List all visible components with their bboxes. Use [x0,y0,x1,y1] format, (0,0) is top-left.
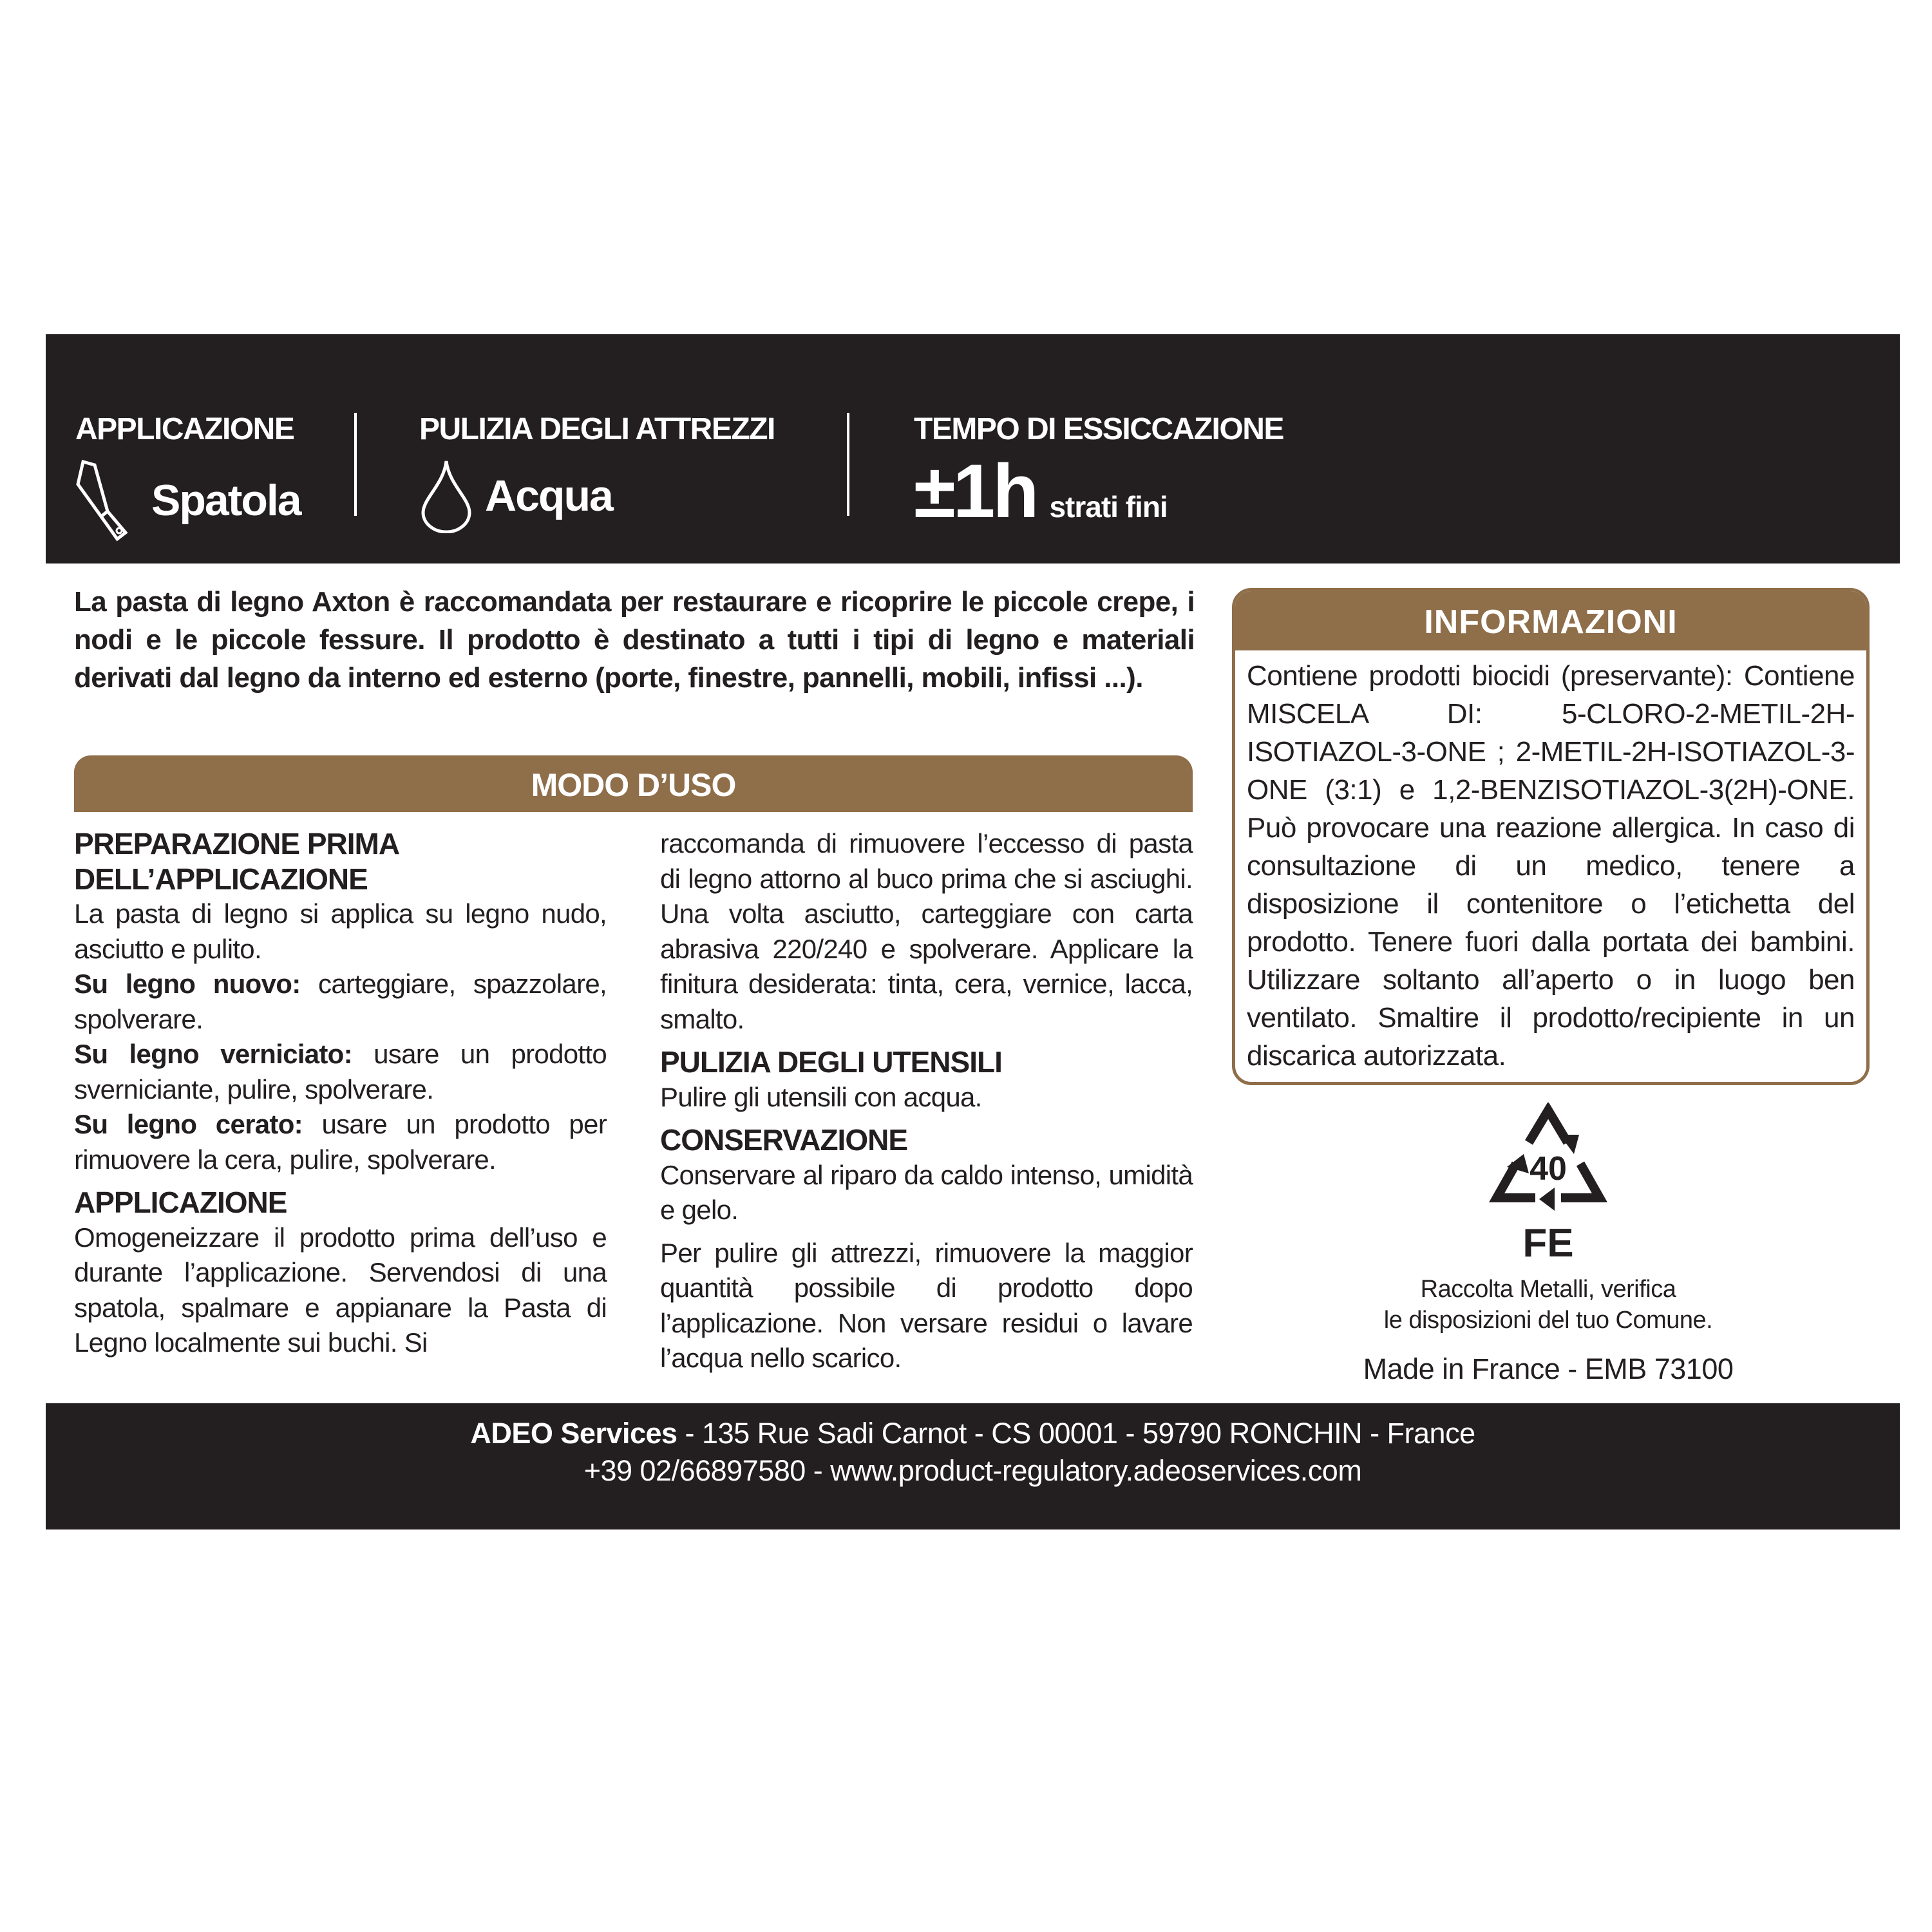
new-wood-text: carteggiare, spazzolare, spolverare. [74,969,607,1034]
divider [354,413,357,516]
application-heading: APPLICAZIONE [74,1186,287,1219]
cleaning-value: Acqua [485,471,612,520]
application-value: Spatola [151,476,301,525]
usage-title: MODO D’USO [74,755,1193,812]
company-contact: +39 02/66897580 - www.product-regulatory.adeoservices.com [583,1454,1362,1487]
usage-column-left [74,826,607,1368]
product-description: La pasta di legno Axton è raccomandata per restaurare e ricoprire le piccole crepe, i nodi e le piccole fessure. Il prodotto è destinato a tutti i tipi di legno e materiali derivati dal legno da interno ed esterno (porte, finestre, pannelli, mobili, infissi ...). [74,586,1195,694]
recycling-code: 40 [1530,1150,1567,1188]
varnished-label: Su legno verniciato: [74,1039,352,1069]
prep-text: La pasta di legno si applica su legno nudo, asciutto e pulito. [74,898,607,964]
application-block [75,412,301,542]
waxed-label: Su legno cerato: [74,1109,303,1139]
spatula-icon [75,459,140,542]
top-info-band [46,334,1900,564]
footer-band [46,1403,1900,1530]
recycling-icon [1484,1103,1613,1218]
divider [847,413,849,516]
company-address: - 135 Rue Sadi Carnot - CS 00001 - 59790 RONCHIN - France [677,1417,1475,1450]
info-text: Contiene prodotti biocidi (preservante): Contiene MISCELA DI: 5-CLORO-2-METIL-2H-ISOTIAZOL-3-ONE ; 2-METIL-2H-ISOTIAZOL-3-ONE (3:1) e 1,2-BENZISOTIAZOL-3(2H)-ONE. Può provocare una reazione allergica. In caso di consultazione di un medico, tenere a disposizione il contenitore o l’etichetta del prodotto. Tenere fuori dalla portata dei bambini. Utilizzare soltanto all’aperto o in luogo ben ventilato. Smaltire il prodotto/recipiente in un discarica autorizzata. [1247,660,1855,1072]
tools-heading: PULIZIA DEGLI UTENSILI [660,1045,1002,1079]
drying-note: strati fini [1049,490,1168,524]
cleaning-block [419,412,775,533]
tools-text: Pulire gli utensili con acqua. [660,1081,982,1112]
new-wood-label: Su legno nuovo: [74,969,301,999]
recycling-instructions [1291,1274,1806,1336]
waxed-text: usare un prodotto per rimuovere la cera, pulire, spolverare. [74,1109,607,1175]
prep-heading: PREPARAZIONE PRIMA DELL’APPLICAZIONE [74,827,399,896]
info-title: INFORMAZIONI [1235,591,1866,650]
info-box [1232,588,1870,1085]
disposal-text: Per pulire gli attrezzi, rimuovere la maggior quantità possibile di prodotto dopo l’applicazione. Non versare residui o lavare l’acqua nello scarico. [660,1237,1193,1373]
storage-text: Conservare al riparo da caldo intenso, umidità e gelo. [660,1159,1193,1225]
application-label: APPLICAZIONE [75,412,294,446]
drying-block [914,412,1283,534]
made-in: Made in France - EMB 73100 [1363,1352,1734,1385]
recycling-line-2: le disposizioni del tuo Comune. [1383,1307,1713,1334]
varnished-text: usare un prodotto sverniciante, pulire, spolverare. [74,1039,607,1104]
usage-column-right [660,826,1193,1384]
water-drop-icon [419,459,473,533]
drying-value: ±1h [914,449,1037,534]
recycling-material: FE [1522,1221,1574,1265]
application-text: Omogeneizzare il prodotto prima dell’uso e durante l’applicazione. Servendosi di una spatola, spalmare e appianare la Pasta di Legno localmente sui buchi. Si [74,1222,607,1358]
recycling-line-1: Raccolta Metalli, verifica [1420,1276,1676,1303]
application-text-continued: raccomanda di rimuovere l’eccesso di pasta di legno attorno al buco prima che si asciughi. Una volta asciutto, carteggiare con carta abrasiva 220/240 e spolverare. Applicare la finitura desiderata: tinta, cera, vernice, lacca, smalto. [660,828,1193,1034]
drying-label: TEMPO DI ESSICCAZIONE [914,412,1283,446]
storage-heading: CONSERVAZIONE [660,1123,908,1157]
cleaning-label: PULIZIA DEGLI ATTREZZI [419,412,775,446]
company-name: ADEO Services [470,1417,677,1450]
